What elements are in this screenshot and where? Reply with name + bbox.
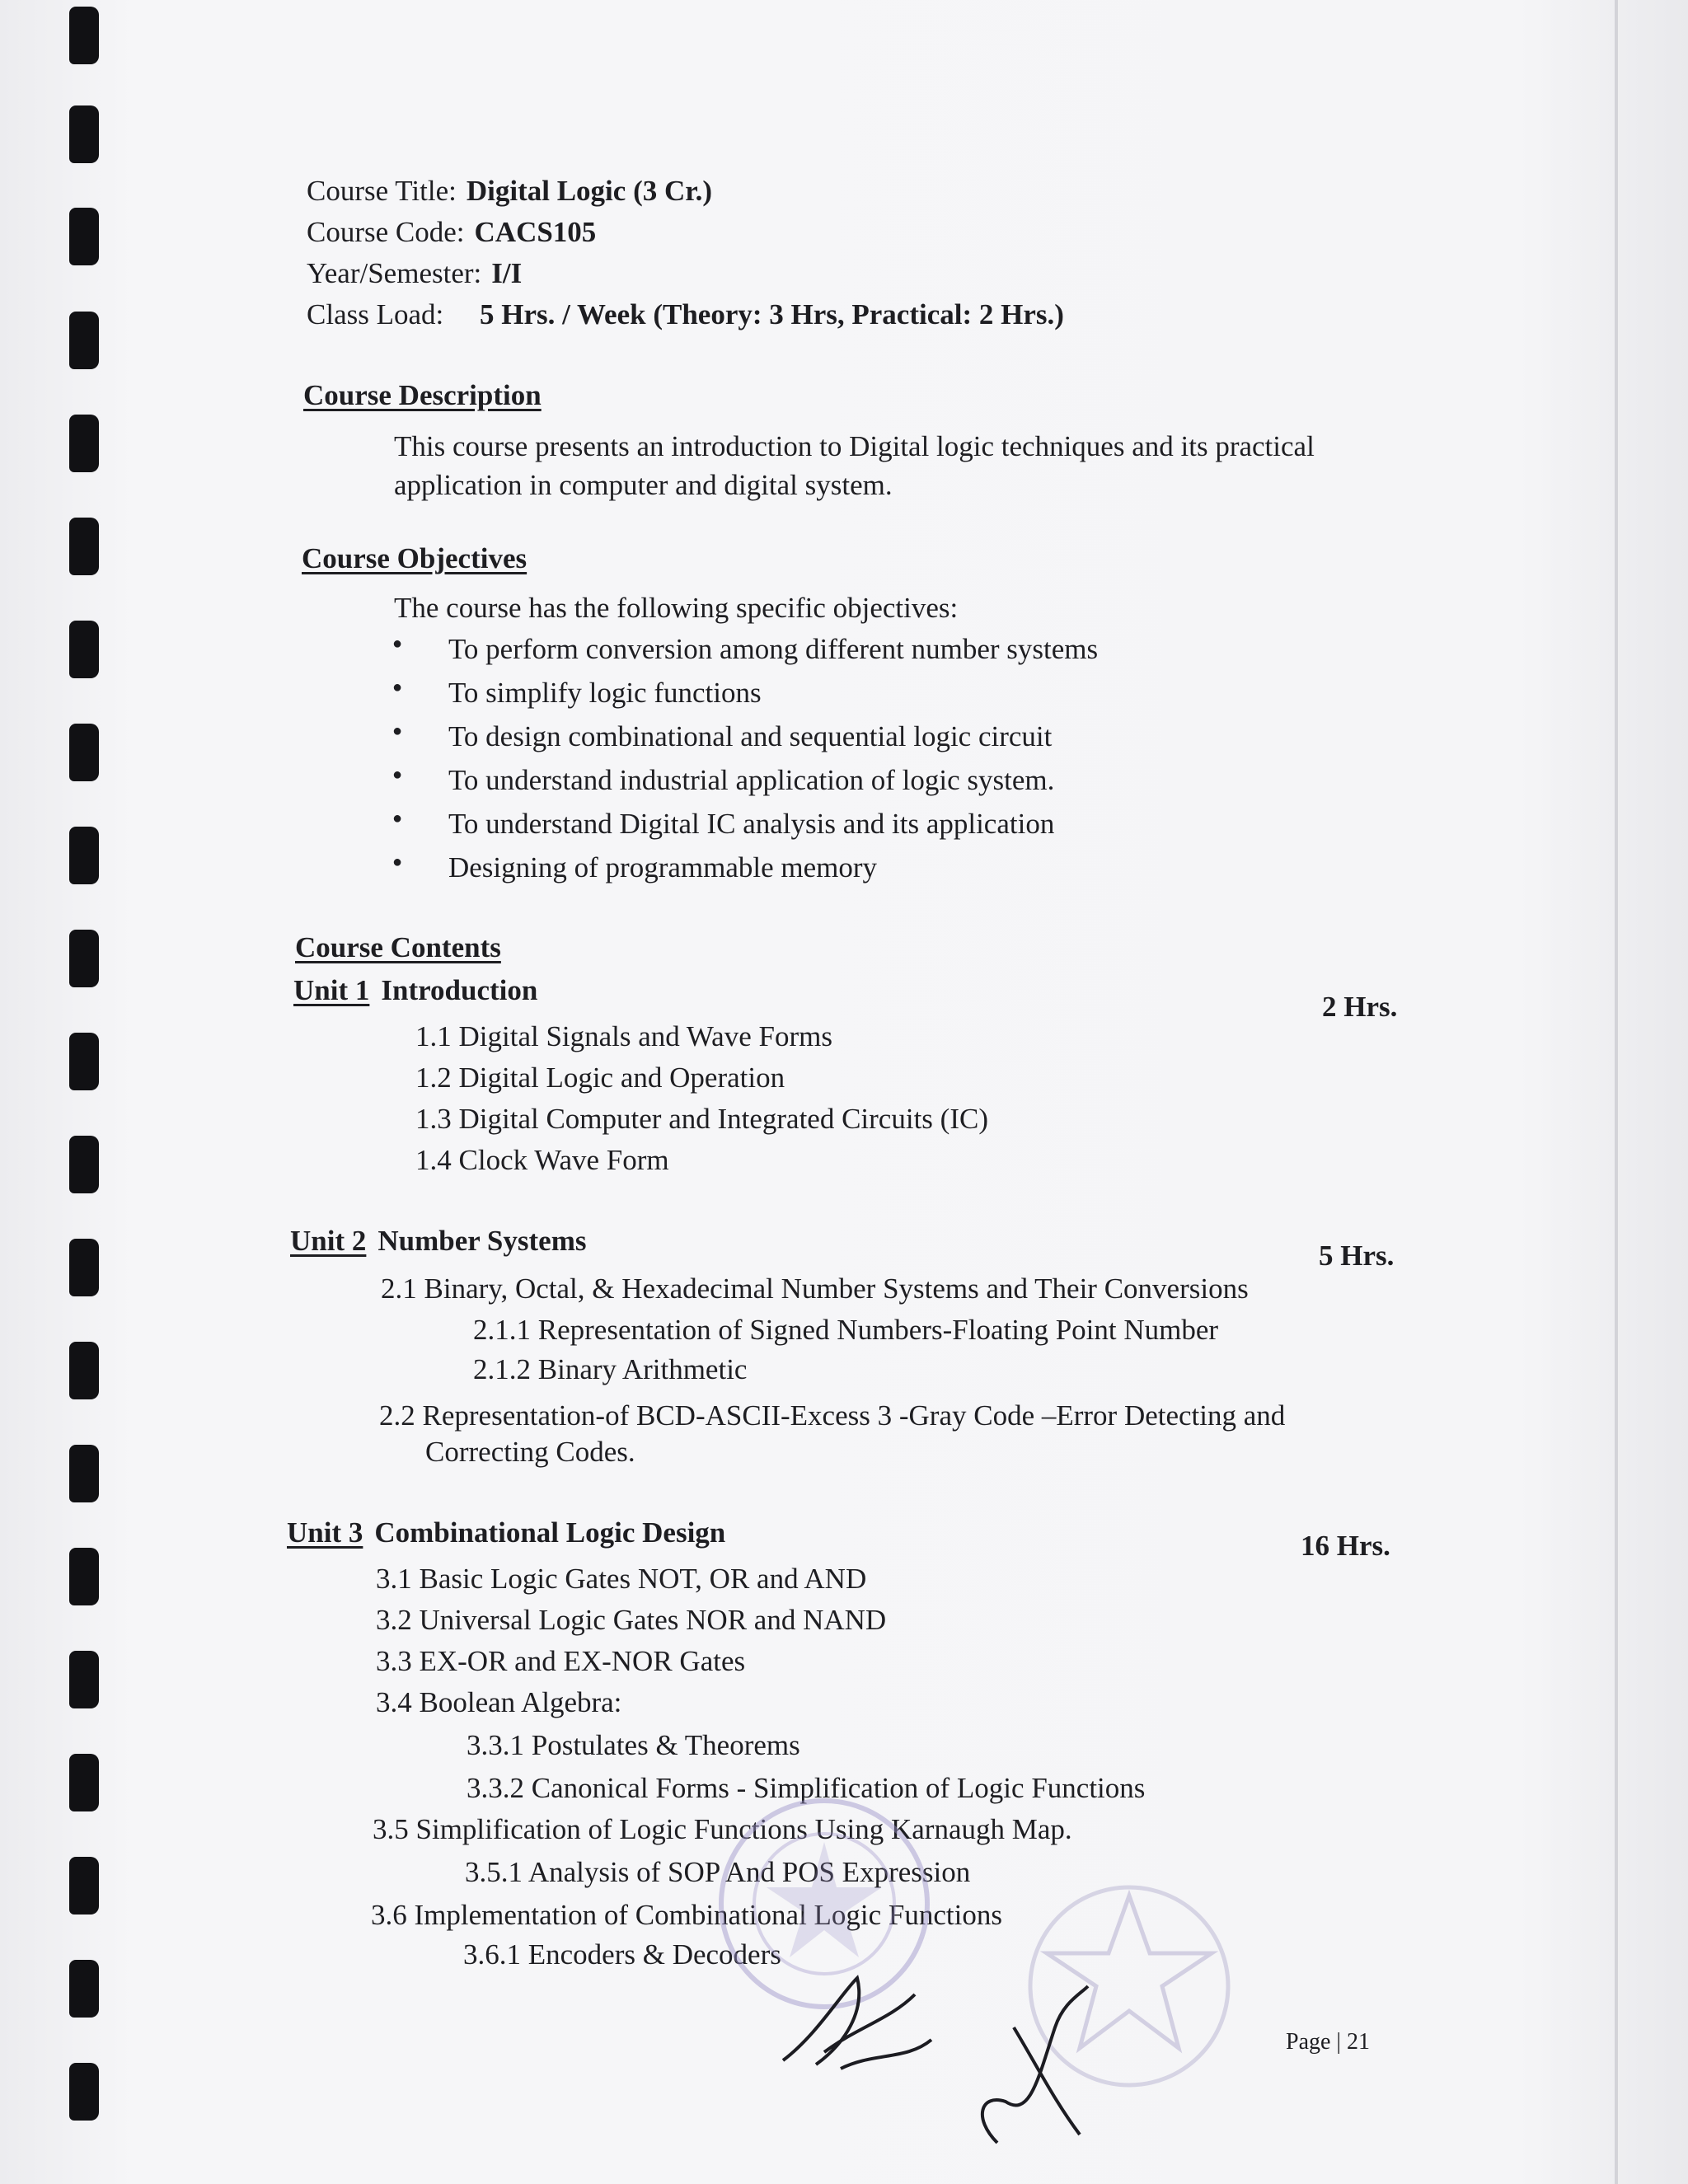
objective-item: ● Designing of programmable memory [392, 851, 1098, 895]
topic-3-5: 3.5 Simplification of Logic Functions Using Karnaugh Map. [373, 1813, 1072, 1845]
topic-3-3: 3.3 EX-OR and EX-NOR Gates [376, 1645, 746, 1677]
objectives-intro: The course has the following specific objectives: [394, 592, 959, 624]
course-description-heading: Course Description [303, 379, 542, 411]
topic-3-4: 3.4 Boolean Algebra: [376, 1686, 622, 1718]
objective-item: ● To perform conversion among different number systems [392, 633, 1098, 677]
year-semester-row [307, 257, 522, 290]
binding-hole [69, 1239, 99, 1296]
binding-hole [69, 827, 99, 884]
unit-3-hours: 16 Hrs. [1301, 1530, 1390, 1562]
course-description-text [394, 427, 1315, 504]
unit-3-label: Unit 3 [287, 1516, 363, 1549]
topic-2-1: 2.1 Binary, Octal, & Hexadecimal Number Systems and Their Conversions [381, 1272, 1249, 1305]
course-contents-heading: Course Contents [295, 931, 501, 963]
topic-2-2: 2.2 Representation-of BCD-ASCII-Excess 3 -Gray Code –Error Detecting and [379, 1399, 1286, 1432]
description-line: This course presents an introduction to Digital logic techniques and its practical [394, 430, 1315, 462]
class-load-label: Class Load: [307, 298, 444, 330]
course-title-value: Digital Logic (3 Cr.) [466, 175, 712, 207]
binding-hole [69, 208, 99, 265]
binding-hole [69, 724, 99, 781]
course-title-row [307, 175, 712, 208]
unit-2-title: Number Systems [377, 1225, 587, 1257]
course-code-value: CACS105 [474, 216, 597, 248]
objective-item: ● To understand industrial application of logic system. [392, 764, 1098, 808]
binding-hole [69, 1136, 99, 1193]
binding-hole [69, 930, 99, 987]
topic-1-4: 1.4 Clock Wave Form [415, 1144, 669, 1176]
topic-3-3-1: 3.3.1 Postulates & Theorems [467, 1729, 800, 1761]
course-title-label: Course Title: [307, 175, 457, 207]
signature-right [964, 1978, 1113, 2159]
topic-3-2: 3.2 Universal Logic Gates NOR and NAND [376, 1604, 887, 1636]
topic-3-3-2: 3.3.2 Canonical Forms - Simplification of Logic Functions [467, 1772, 1146, 1804]
year-semester-value: I/I [491, 257, 523, 289]
unit-1-hours: 2 Hrs. [1322, 991, 1398, 1023]
objective-item: ● To understand Digital IC analysis and its application [392, 808, 1098, 851]
course-code-row [307, 216, 596, 249]
unit-2-hours: 5 Hrs. [1319, 1240, 1395, 1272]
binding-hole [69, 2063, 99, 2121]
topic-3-5-1: 3.5.1 Analysis of SOP And POS Expression [465, 1856, 971, 1888]
topic-2-1-1: 2.1.1 Representation of Signed Numbers-Floating Point Number [473, 1314, 1219, 1346]
class-load-value: 5 Hrs. / Week (Theory: 3 Hrs, Practical: 2 Hrs.) [480, 298, 1064, 330]
unit-3-title: Combinational Logic Design [374, 1516, 726, 1549]
unit-1-header [293, 974, 537, 1007]
page-number: Page | 21 [1286, 2029, 1371, 2055]
binding-hole [69, 105, 99, 163]
objectives-list [392, 633, 1098, 895]
topic-1-1: 1.1 Digital Signals and Wave Forms [415, 1020, 832, 1052]
topic-3-6: 3.6 Implementation of Combinational Logic Functions [371, 1899, 1003, 1931]
binding-hole [69, 1033, 99, 1090]
unit-1-label: Unit 1 [293, 974, 370, 1006]
class-load-row [307, 298, 1064, 331]
binding-hole [69, 312, 99, 369]
binding-hole [69, 1445, 99, 1502]
unit-3-header [287, 1516, 725, 1549]
spiral-binding-holes [69, 0, 102, 2184]
binding-hole [69, 1651, 99, 1708]
topic-3-6-1: 3.6.1 Encoders & Decoders [463, 1938, 781, 1971]
objective-item: ● To simplify logic functions [392, 677, 1098, 720]
binding-hole [69, 621, 99, 678]
page-edge [1615, 0, 1618, 2184]
binding-hole [69, 1960, 99, 2018]
topic-3-1: 3.1 Basic Logic Gates NOT, OR and AND [376, 1563, 867, 1595]
course-objectives-heading: Course Objectives [302, 542, 528, 574]
description-line: application in computer and digital system. [394, 469, 893, 501]
binding-hole [69, 1342, 99, 1399]
topic-1-3: 1.3 Digital Computer and Integrated Circuits (IC) [415, 1103, 988, 1135]
year-semester-label: Year/Semester: [307, 257, 482, 289]
unit-2-label: Unit 2 [290, 1225, 367, 1257]
topic-2-2-cont: Correcting Codes. [425, 1436, 635, 1468]
binding-hole [69, 1548, 99, 1605]
binding-hole [69, 7, 99, 64]
binding-hole [69, 518, 99, 575]
signature-left [767, 1961, 948, 2085]
topic-2-1-2: 2.1.2 Binary Arithmetic [473, 1353, 748, 1385]
course-code-label: Course Code: [307, 216, 465, 248]
binding-hole [69, 415, 99, 472]
objective-item: ● To design combinational and sequential logic circuit [392, 720, 1098, 764]
binding-hole [69, 1857, 99, 1915]
unit-1-title: Introduction [381, 974, 538, 1006]
topic-1-2: 1.2 Digital Logic and Operation [415, 1062, 785, 1094]
unit-2-header [290, 1225, 586, 1258]
binding-hole [69, 1754, 99, 1811]
